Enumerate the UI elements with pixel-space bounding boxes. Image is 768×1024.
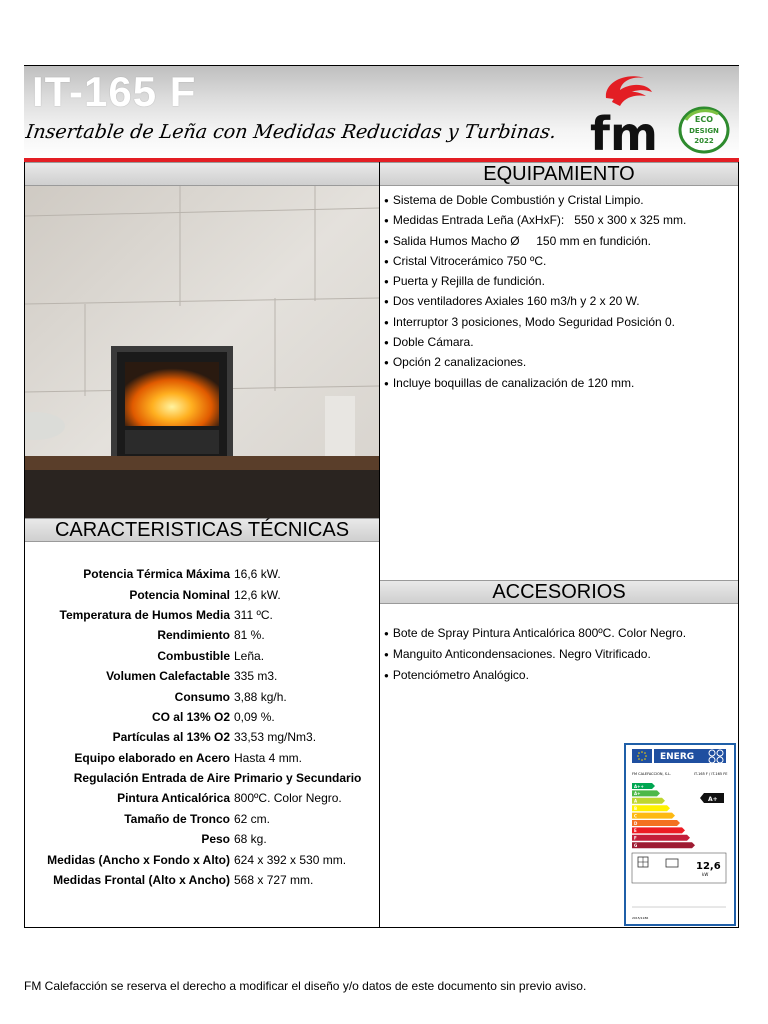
energy-class-bar — [632, 805, 670, 811]
energy-class-label: D — [634, 820, 638, 826]
list-item: ● Potenciómetro Analógico. — [384, 668, 686, 682]
energy-class-label: G — [634, 843, 638, 848]
table-row — [26, 829, 378, 849]
footer-disclaimer: FM Calefacción se reserva el derecho a modificar el diseño y/o datos de este documento sin previo aviso. — [24, 979, 587, 993]
photo-header-band — [25, 162, 379, 186]
energy-class-label: F — [634, 835, 637, 841]
spec-value: Primario y Secundario — [234, 771, 362, 786]
eco-line1: ECO — [694, 115, 714, 124]
list-item: ● Bote de Spray Pintura Anticalórica 800ºC. Color Negro. — [384, 626, 686, 640]
table-row — [26, 727, 378, 747]
table-row — [26, 584, 378, 604]
spec-value: Hasta 4 mm. — [234, 750, 303, 765]
energy-class-label: A+ — [634, 791, 641, 797]
spec-label: Partículas al 13% O2 — [112, 730, 230, 745]
table-row — [26, 646, 378, 666]
list-item: ● Doble Cámara. — [384, 335, 686, 349]
spec-label: Medidas Frontal (Alto x Ancho) — [53, 873, 230, 888]
energy-class-bar — [632, 835, 690, 841]
product-subtitle: Insertable de Leña con Medidas Reducidas y Turbinas. — [24, 121, 558, 143]
energy-class-label: E — [634, 828, 637, 834]
spec-label: Peso — [201, 832, 230, 847]
list-item: ● Interruptor 3 posiciones, Modo Seguridad Posición 0. — [384, 315, 686, 329]
table-row — [26, 849, 378, 869]
table-row — [26, 768, 378, 788]
energy-rating: A+ — [708, 796, 718, 803]
table-row — [26, 707, 378, 727]
spec-value: 800ºC. Color Negro. — [234, 791, 342, 806]
spec-label: Temperatura de Humos Media — [59, 607, 230, 622]
table-row — [26, 788, 378, 808]
fireplace-illustration — [25, 186, 379, 518]
spec-value: 624 x 392 x 530 mm. — [234, 852, 347, 867]
list-item: ● Cristal Vitrocerámico 750 ºC. — [384, 254, 686, 268]
spec-value: 68 kg. — [234, 832, 267, 847]
list-item: ● Dos ventiladores Axiales 160 m3/h y 2 x 20 W. — [384, 294, 686, 308]
specs-table — [26, 564, 378, 890]
spec-label: Equipo elaborado en Acero — [74, 750, 230, 765]
table-row — [26, 666, 378, 686]
spec-label: Potencia Nominal — [129, 587, 230, 602]
eco-line3: 2022 — [694, 137, 714, 145]
spec-value: Leña. — [234, 648, 265, 663]
model-title: IT-165 F — [32, 68, 197, 115]
list-item: ● Puerta y Rejilla de fundición. — [384, 274, 686, 288]
energy-power-unit: kW — [702, 872, 709, 877]
table-row — [26, 605, 378, 625]
energy-class-bar — [632, 813, 675, 819]
section-equipamiento: EQUIPAMIENTO — [380, 162, 738, 186]
energy-label-graphic — [626, 745, 734, 924]
energy-class-label: C — [634, 813, 637, 819]
logo-text: fm — [590, 107, 658, 156]
spec-label: Pintura Anticalórica — [117, 791, 230, 806]
accesorios-list — [384, 626, 686, 689]
section-accesorios: ACCESORIOS — [380, 580, 738, 604]
spec-value: 568 x 727 mm. — [234, 873, 314, 888]
spec-label: Rendimiento — [157, 628, 230, 643]
list-item: ● Medidas Entrada Leña (AxHxF): 550 x 300 x 325 mm. — [384, 213, 686, 227]
fm-logo — [586, 68, 670, 156]
spec-value: 16,6 kW. — [234, 567, 281, 582]
energy-footer-code: 2015/1186 — [632, 916, 649, 920]
spec-label: Tamaño de Tronco — [124, 811, 230, 826]
energy-class-bar — [632, 842, 695, 848]
spec-value: 0,09 %. — [234, 709, 275, 724]
spec-label: CO al 13% O2 — [151, 709, 230, 724]
spec-label: Consumo — [174, 689, 230, 704]
energy-class-bars — [632, 783, 695, 848]
table-row — [26, 625, 378, 645]
energy-manufacturer: FM CALEFACCION, S.L. — [632, 772, 672, 776]
list-item: ● Salida Humos Macho Ø 150 mm en fundición. — [384, 234, 686, 248]
energy-model: IT-165 F / IT-165 FE — [694, 772, 728, 776]
energy-class-bar — [632, 827, 685, 833]
list-item: ● Opción 2 canalizaciones. — [384, 355, 686, 369]
energy-power-value: 12,6 — [696, 861, 721, 872]
spec-value: 62 cm. — [234, 811, 271, 826]
spec-label: Medidas (Ancho x Fondo x Alto) — [47, 852, 230, 867]
energy-label — [624, 743, 736, 926]
spec-label: Combustible — [157, 648, 230, 663]
table-row — [26, 686, 378, 706]
spec-label: Volumen Calefactable — [106, 669, 230, 684]
table-row — [26, 748, 378, 768]
table-row — [26, 870, 378, 890]
list-item: ● Incluye boquillas de canalización de 120 mm. — [384, 376, 686, 390]
energy-class-label: A++ — [634, 783, 644, 789]
equipamiento-list — [384, 193, 686, 396]
spec-value: 81 %. — [234, 628, 265, 643]
eco-line2: DESIGN — [689, 127, 719, 135]
energy-class-label: B — [634, 806, 638, 811]
spec-value: 335 m3. — [234, 669, 278, 684]
spec-value: 12,6 kW. — [234, 587, 281, 602]
energy-class-bar — [632, 820, 680, 826]
spec-value: 311 ºC. — [234, 607, 273, 622]
energy-class-label: A — [634, 798, 638, 804]
spec-label: Potencia Térmica Máxima — [83, 567, 230, 582]
list-item: ● Sistema de Doble Combustión y Cristal Limpio. — [384, 193, 686, 207]
section-caracteristicas: CARACTERISTICAS TÉCNICAS — [25, 518, 379, 542]
table-row — [26, 564, 378, 584]
spec-label: Regulación Entrada de Aire — [73, 771, 230, 786]
spec-value: 3,88 kg/h. — [234, 689, 287, 704]
spec-value: 33,53 mg/Nm3. — [234, 730, 317, 745]
table-row — [26, 809, 378, 829]
product-photo — [25, 186, 379, 518]
column-divider — [379, 162, 380, 928]
energy-title: ENERG — [660, 752, 695, 762]
list-item: ● Manguito Anticondensaciones. Negro Vitrificado. — [384, 647, 686, 661]
eco-design-badge — [678, 106, 730, 154]
